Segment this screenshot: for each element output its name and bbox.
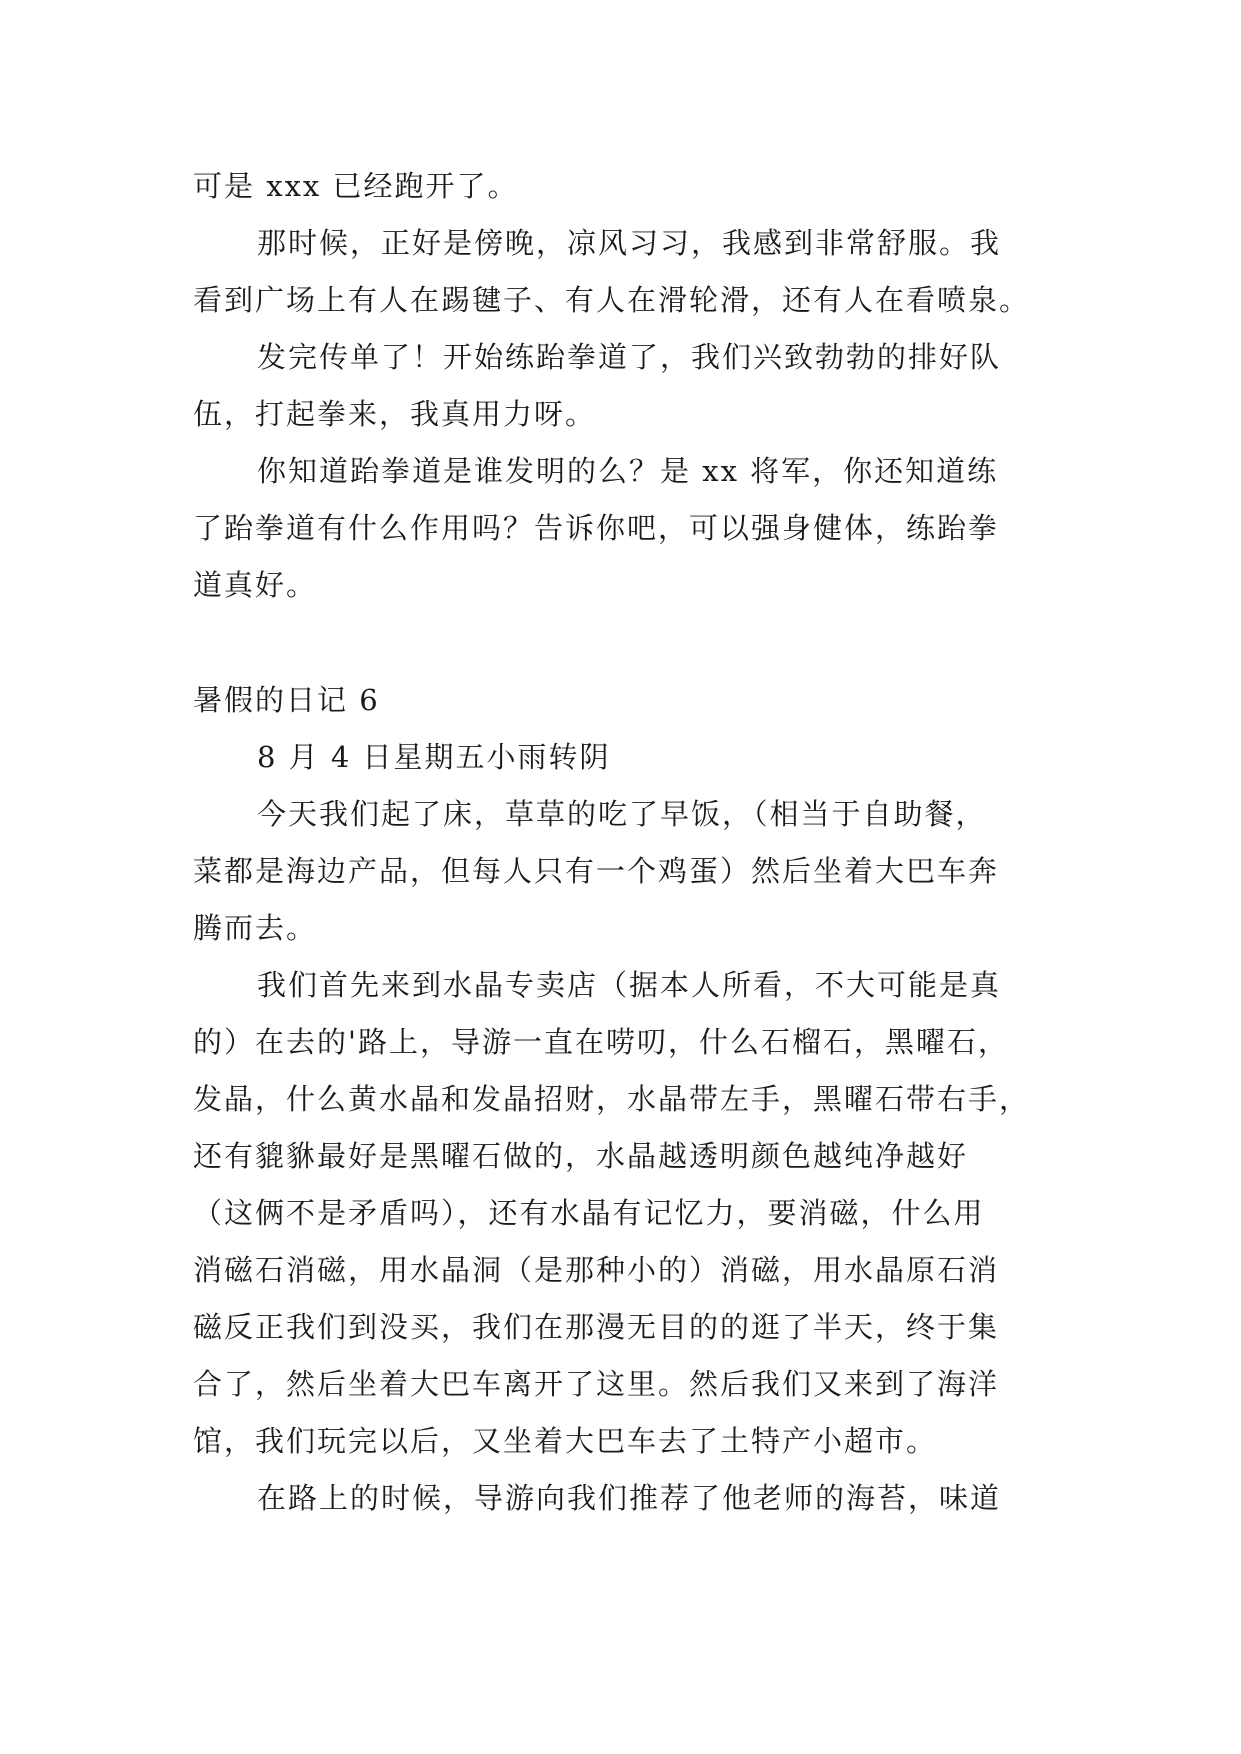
paragraph-line: 那时候，正好是傍晚，凉风习习，我感到非常舒服。我 <box>257 226 1002 260</box>
paragraph-line: 看到广场上有人在踢毽子、有人在滑轮滑，还有人在看喷泉。 <box>193 283 1031 317</box>
paragraph-line: 馆，我们玩完以后，又坐着大巴车去了土特产小超市。 <box>193 1424 938 1458</box>
paragraph-line: 在路上的时候，导游向我们推荐了他老师的海苔，味道 <box>257 1481 1002 1515</box>
section-title: 暑假的日记 6 <box>193 683 380 717</box>
paragraph-line: 你知道跆拳道是谁发明的么？是 xx 将军，你还知道练 <box>257 454 999 488</box>
date-line: 8 月 4 日星期五小雨转阴 <box>257 740 611 774</box>
paragraph-line: 了跆拳道有什么作用吗？告诉你吧，可以强身健体，练跆拳 <box>193 511 1000 545</box>
paragraph-line: 今天我们起了床，草草的吃了早饭，（相当于自助餐， <box>257 797 987 831</box>
paragraph-line: 道真好。 <box>193 568 318 602</box>
paragraph-line: 合了，然后坐着大巴车离开了这里。然后我们又来到了海洋 <box>193 1367 1000 1401</box>
paragraph-line: 伍，打起拳来，我真用力呀。 <box>193 397 597 431</box>
paragraph-line: （这俩不是矛盾吗），还有水晶有记忆力，要消磁，什么用 <box>193 1196 985 1230</box>
paragraph-line: 我们首先来到水晶专卖店（据本人所看，不大可能是真 <box>257 968 1002 1002</box>
section-gap <box>193 614 1055 672</box>
paragraph-line: 发晶，什么黄水晶和发晶招财，水晶带左手，黑曜石带右手， <box>193 1082 1031 1116</box>
paragraph-line: 可是 xxx 已经跑开了。 <box>193 169 519 203</box>
paragraph-line: 的）在去的'路上，导游一直在唠叨，什么石榴石，黑曜石， <box>193 1025 1009 1059</box>
paragraph-line: 消磁石消磁，用水晶洞（是那种小的）消磁，用水晶原石消 <box>193 1253 1000 1287</box>
paragraph-line: 磁反正我们到没买，我们在那漫无目的的逛了半天，终于集 <box>193 1310 1000 1344</box>
document-body <box>193 158 1055 1527</box>
paragraph-line: 还有貔貅最好是黑曜石做的，水晶越透明颜色越纯净越好 <box>193 1139 969 1173</box>
paragraph-line: 腾而去。 <box>193 911 318 945</box>
paragraph-line: 发完传单了！开始练跆拳道了，我们兴致勃勃的排好队 <box>257 340 1002 374</box>
paragraph-line: 菜都是海边产品，但每人只有一个鸡蛋）然后坐着大巴车奔 <box>193 854 1000 888</box>
